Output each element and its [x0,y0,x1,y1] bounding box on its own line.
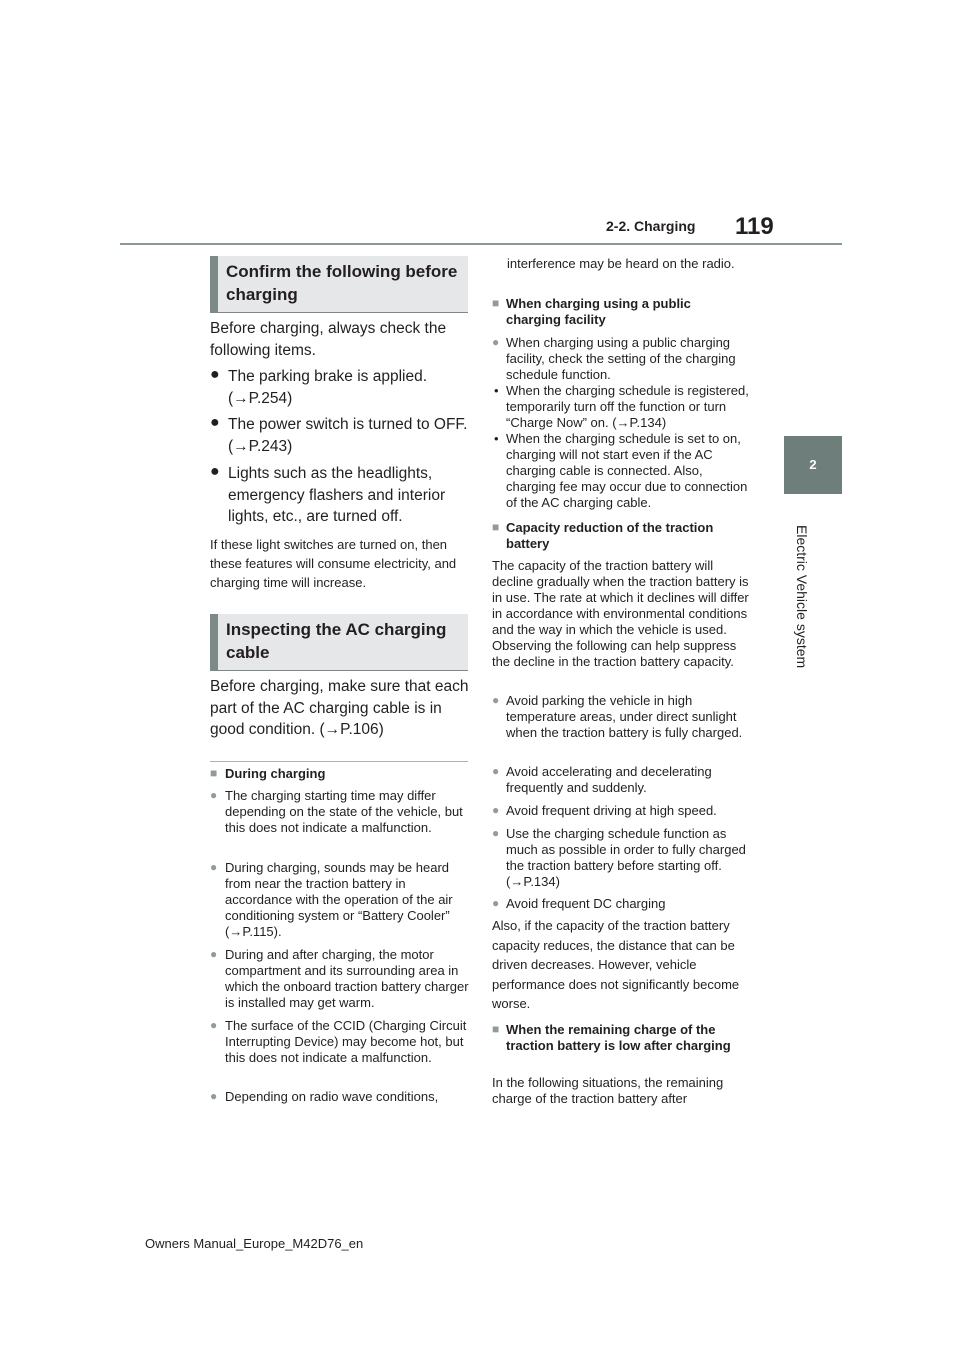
header-rule [120,243,842,245]
also-text: Also, if the capacity of the traction battery capacity reduces, the distance that can be driven decreases. However, vehicle performance does not significantly become worse. [492,918,740,1012]
heading-rule [210,312,468,313]
heading-confirm: Confirm the following before charging [210,256,468,312]
chapter-tab: 2 [784,436,842,494]
continued-text: interference may be heard on the radio. [507,256,735,271]
capacity-text: The capacity of the traction battery will decline gradually when the traction battery is in use. The rate at which it declines will differ in accordance with environmental conditions and the way in which the vehicle is used. Observing the following can help suppress the decline in the traction battery capacity. [492,558,749,669]
bullet-icon: ● [210,788,218,802]
section-title: 2-2. Charging [606,218,696,234]
footer-text: Owners Manual_Europe_M42D76_en [145,1236,364,1251]
chapter-label: Electric Vehicle system [794,525,810,669]
square-icon: ■ [492,520,500,534]
bullet-icon: ● [210,947,218,961]
inspect-text: Before charging, make sure that each part of the AC charging cable is in good condition. (→P.106) [210,678,469,738]
bullet-icon: ● [492,764,500,778]
intro-text: Before charging, always check the following items. [210,320,447,359]
lights-note: If these light switches are turned on, then these features will consume electricity, and charging time will increase. [210,537,457,590]
bullet-icon: ● [210,1018,218,1032]
bullet-icon: ● [210,1089,218,1103]
heading-inspect: Inspecting the AC charging cable [210,614,468,670]
bullet-icon: ● [492,693,500,707]
page-number: 119 [735,213,774,240]
square-icon: ■ [492,1022,500,1036]
bullet-icon: ● [492,896,500,910]
bullet-icon: ● [210,366,220,383]
square-icon: ■ [492,296,500,310]
bullet-icon: ● [492,826,500,840]
square-icon: ■ [210,766,218,780]
bullet-icon: ● [492,335,500,349]
dot-icon: • [494,383,499,398]
bullet-icon: ● [210,414,220,431]
dot-icon: • [494,431,499,446]
heading-rule [210,670,468,671]
low-charge-text: In the following situations, the remaining charge of the traction battery after [492,1075,724,1106]
bullet-icon: ● [210,463,220,480]
bullet-icon: ● [492,803,500,817]
notes-divider [210,761,468,762]
bullet-icon: ● [210,860,218,874]
